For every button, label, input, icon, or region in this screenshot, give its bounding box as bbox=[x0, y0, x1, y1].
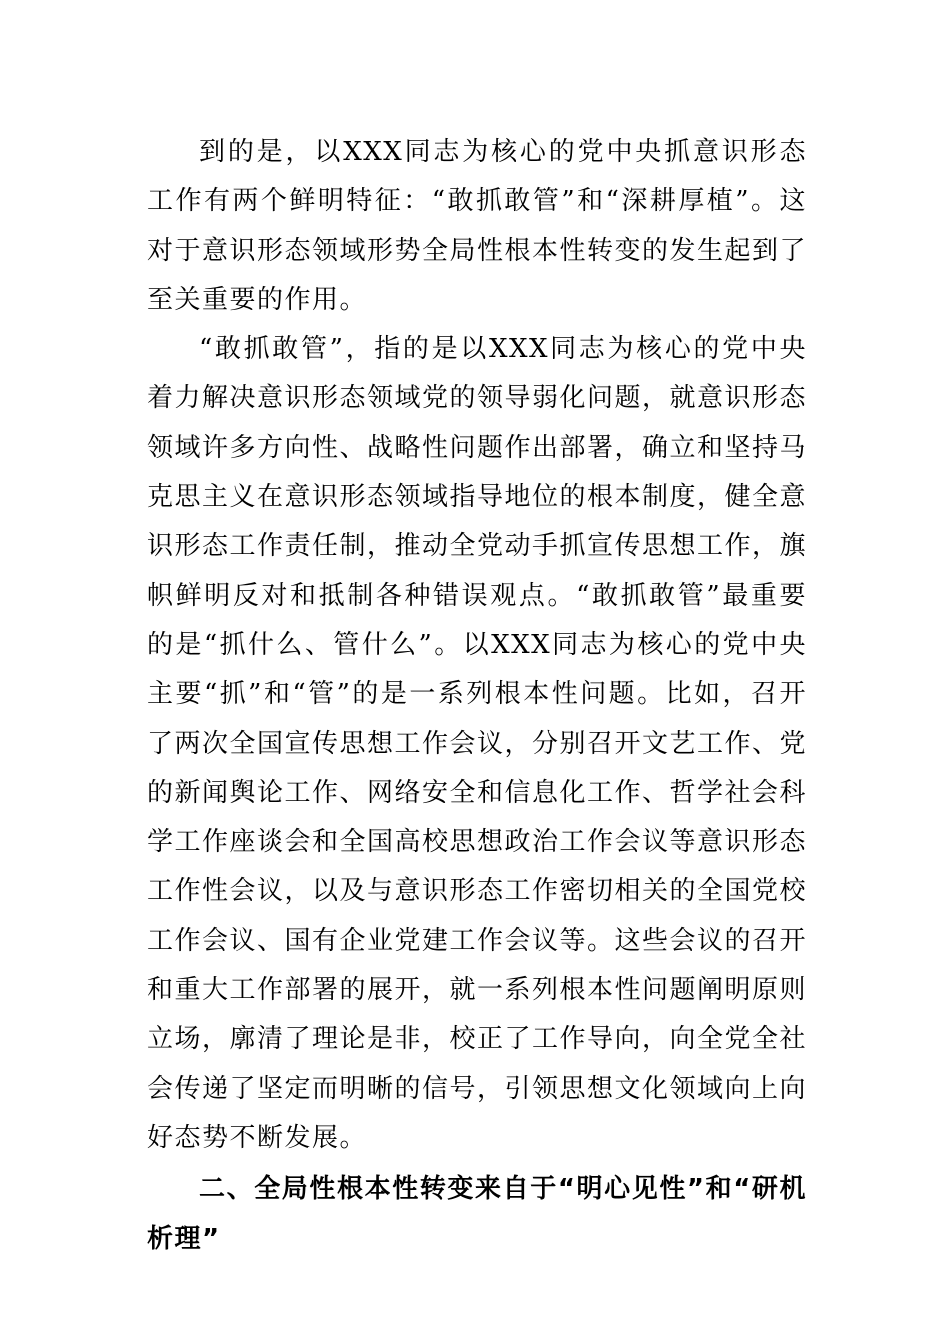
section-heading: 二、全局性根本性转变来自于“明心见性”和“研机析理” bbox=[147, 1174, 807, 1254]
paragraph-intro: 到的是，以XXX同志为核心的党中央抓意识形态工作有两个鲜明特征：“敢抓敢管”和“深耕厚植”。这对于意识形态领域形势全局性根本性转变的发生起到了至关重要的作用。 bbox=[147, 137, 808, 315]
document-body bbox=[147, 128, 807, 1264]
paragraph-dare-to-manage: “敢抓敢管”，指的是以XXX同志为核心的党中央着力解决意识形态领域党的领导弱化问题，就意识形态领域许多方向性、战略性问题作出部署，确立和坚持马克思主义在意识形态领域指导地位的根本制度，健全意识形态工作责任制，推动全党动手抓宣传思想工作，旗帜鲜明反对和抵制各种错误观点。“敢抓敢管”最重要的是“抓什么、管什么”。以XXX同志为核心的党中央主要“抓”和“管”的是一系列根本性问题。比如，召开了两次全国宣传思想工作会议，分别召开文艺工作、党的新闻舆论工作、网络安全和信息化工作、哲学社会科学工作座谈会和全国高校思想政治工作会议等意识形态工作性会议，以及与意识形态工作密切相关的全国党校工作会议、国有企业党建工作会议等。这些会议的召开和重大工作部署的展开，就一系列根本性问题阐明原则立场，廓清了理论是非，校正了工作导向，向全党全社会传递了坚定而明晰的信号，引领思想文化领域向上向好态势不断发展。 bbox=[147, 334, 808, 1153]
